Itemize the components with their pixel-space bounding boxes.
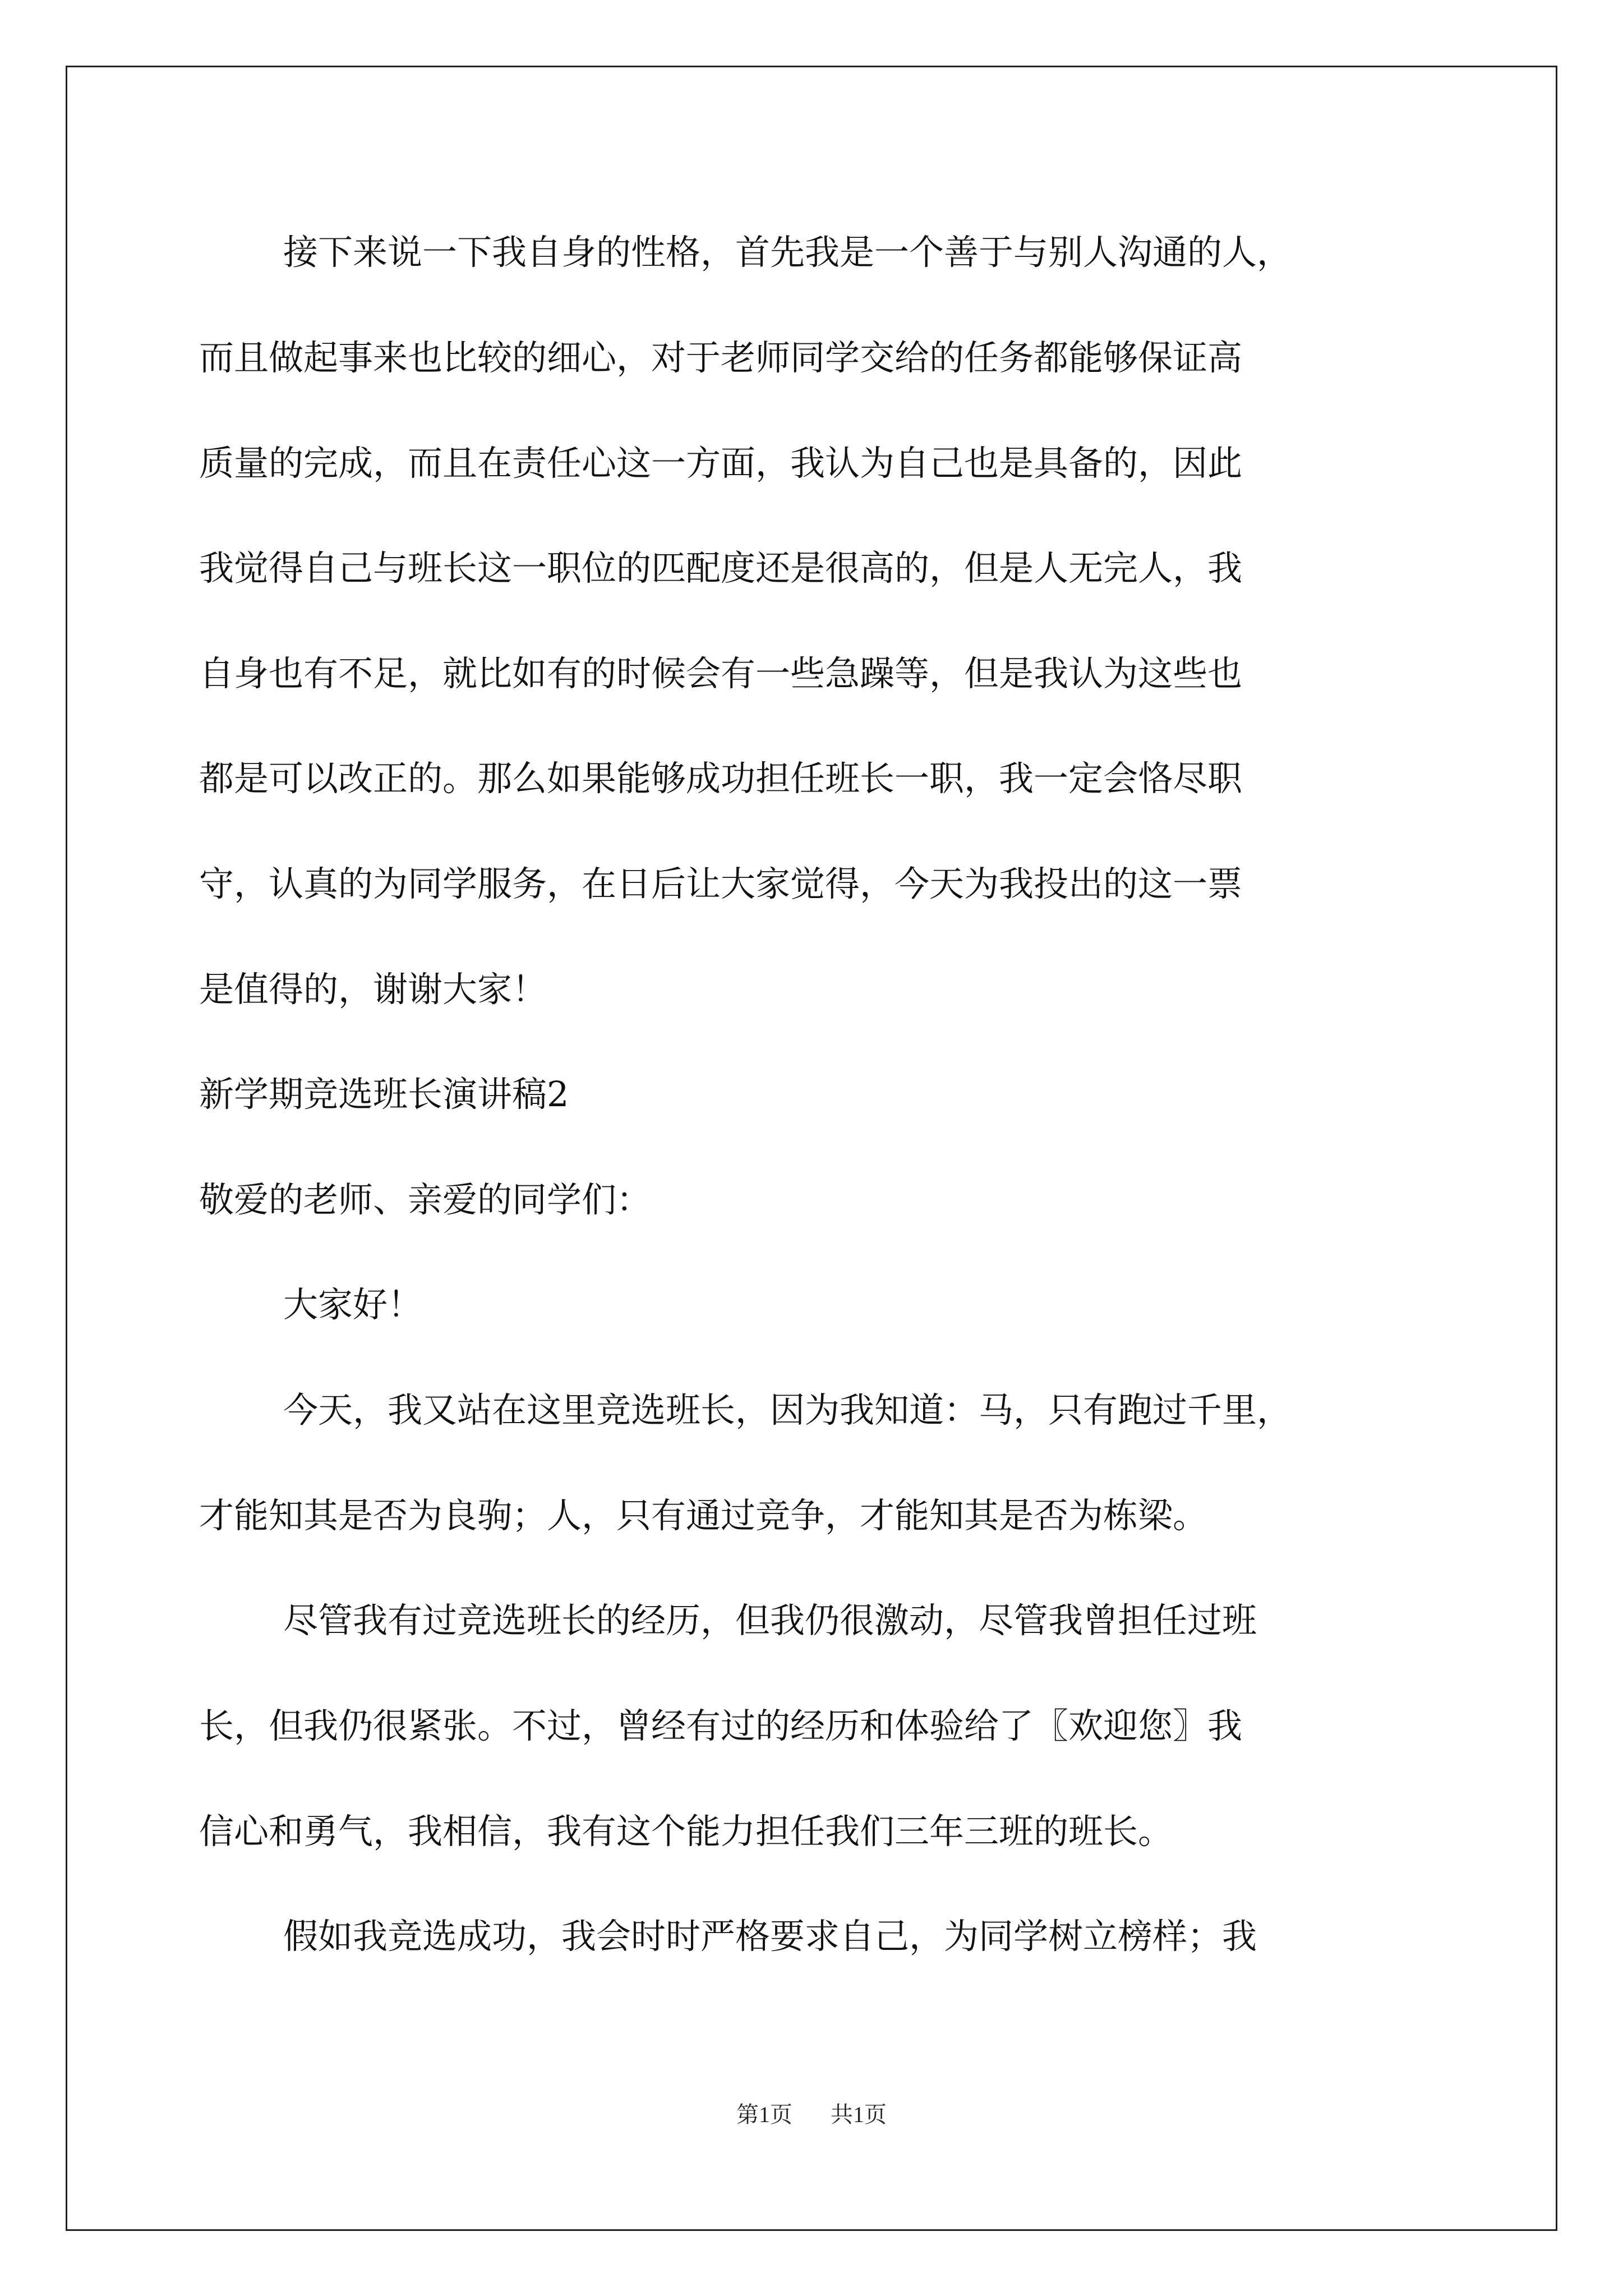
paragraph-line: 才能知其是否为良驹；人，只有通过竞争，才能知其是否为栋梁。: [199, 1495, 1208, 1536]
paragraph-line: 都是可以改正的。那么如果能够成功担任班长一职，我一定会恪尽职: [199, 758, 1243, 799]
paragraph-line: 自身也有不足，就比如有的时候会有一些急躁等，但是我认为这些也: [199, 653, 1243, 694]
section-heading: 新学期竞选班长演讲稿2: [199, 1074, 569, 1115]
paragraph-line: 信心和勇气，我相信，我有这个能力担任我们三年三班的班长。: [199, 1811, 1173, 1852]
paragraph-line: 今天，我又站在这里竞选班长，因为我知道：马，只有跑过千里，: [283, 1389, 1292, 1430]
paragraph-line: 是值得的，谢谢大家！: [199, 969, 547, 1010]
paragraph-line: 守，认真的为同学服务，在日后让大家觉得，今天为我投出的这一票: [199, 863, 1243, 904]
salutation: 敬爱的老师、亲爱的同学们：: [199, 1179, 652, 1220]
page-border: [66, 66, 1557, 2231]
paragraph-line: 质量的完成，而且在责任心这一方面，我认为自己也是具备的，因此: [199, 443, 1243, 484]
page-number: 第1页: [736, 2102, 792, 2127]
paragraph-line: 长，但我仍很紧张。不过，曾经有过的经历和体验给了〖欢迎您〗我: [199, 1705, 1243, 1746]
paragraph-line: 我觉得自己与班长这一职位的匹配度还是很高的，但是人无完人，我: [199, 547, 1243, 588]
paragraph-line: 而且做起事来也比较的细心，对于老师同学交给的任务都能够保证高: [199, 337, 1243, 378]
page-total: 共1页: [831, 2102, 887, 2127]
paragraph-line: 尽管我有过竞选班长的经历，但我仍很激动，尽管我曾担任过班: [283, 1600, 1257, 1641]
paragraph-line: 假如我竞选成功，我会时时严格要求自己，为同学树立榜样；我: [283, 1916, 1257, 1957]
paragraph-line: 接下来说一下我自身的性格，首先我是一个善于与别人沟通的人，: [283, 232, 1292, 273]
page-footer: [0, 2101, 1623, 2129]
greeting: 大家好！: [283, 1284, 423, 1325]
